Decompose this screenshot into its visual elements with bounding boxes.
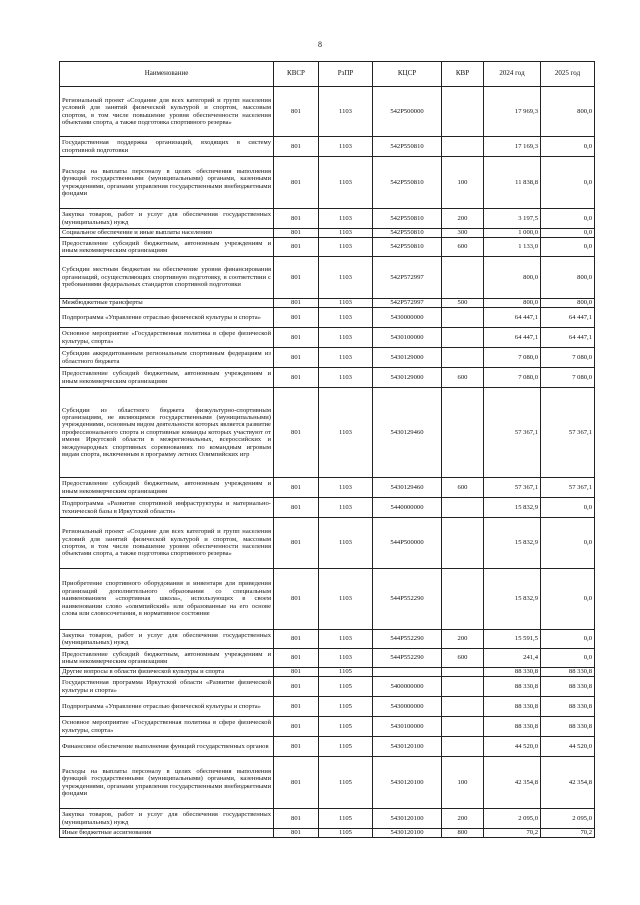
cell-rzpr: 1105 [319,809,373,829]
cell-2025: 800,0 [541,299,595,308]
cell-2024: 7 080,0 [484,368,541,388]
cell-kvsr: 801 [274,257,319,299]
cell-name: Субсидии из областного бюджета физкультурно-спортивным организациям, не являющимся государственными (муниципальными) учреждениями, основным видом деятельности которых является развитие профессионального спорта и спортивные команды которых участвуют от имени Иркутской области в межрегиональных, всероссийских и международных спортивных соревнованиях по командным игровым видам спорта, включенным в программу летних Олимпийских игр [60,388,274,478]
cell-kvr [442,257,484,299]
cell-2024: 42 354,8 [484,757,541,809]
table-row [60,229,595,238]
cell-rzpr: 1103 [319,238,373,257]
table-row [60,238,595,257]
cell-kvsr: 801 [274,209,319,229]
cell-rzpr: 1105 [319,717,373,737]
cell-name: Предоставление субсидий бюджетным, автономным учреждениям и иным некоммерческим организациям [60,478,274,498]
cell-name: Финансовое обеспечение выполнения функций государственных органов [60,737,274,757]
cell-kvr [442,677,484,697]
cell-kcsr: 542P572997 [373,257,442,299]
cell-rzpr: 1105 [319,757,373,809]
table-row [60,649,595,668]
cell-2024: 17 169,3 [484,137,541,157]
cell-kvr [442,498,484,518]
cell-kcsr: 5430120100 [373,737,442,757]
cell-kvsr: 801 [274,388,319,478]
table-row [60,809,595,829]
cell-kvr: 600 [442,238,484,257]
cell-name: Закупка товаров, работ и услуг для обеспечения государственных (муниципальных) нужд [60,809,274,829]
cell-kcsr: 5430000000 [373,697,442,717]
cell-rzpr: 1103 [319,209,373,229]
cell-kcsr: 544P552290 [373,649,442,668]
cell-kvsr: 801 [274,677,319,697]
cell-kvr: 200 [442,630,484,649]
cell-rzpr: 1105 [319,737,373,757]
table-row [60,308,595,328]
cell-2025: 0,0 [541,649,595,668]
cell-2025: 0,0 [541,229,595,238]
cell-name: Государственная программа Иркутской области «Развитие физической культуры и спорта» [60,677,274,697]
cell-rzpr: 1105 [319,697,373,717]
cell-2025: 800,0 [541,257,595,299]
cell-kvsr: 801 [274,137,319,157]
cell-name: Расходы на выплаты персоналу в целях обеспечения выполнения функций государственными (муниципальными) органами, казенными учреждениями, органами управления государственными внебюджетными фондами [60,757,274,809]
cell-rzpr: 1103 [319,498,373,518]
cell-kvr [442,388,484,478]
cell-name: Субсидии аккредитованным региональным спортивным федерациям из областного бюджета [60,348,274,368]
cell-2024: 70,2 [484,829,541,838]
cell-rzpr: 1103 [319,157,373,209]
cell-kvr [442,137,484,157]
cell-2024: 2 095,0 [484,809,541,829]
cell-kvr [442,348,484,368]
cell-rzpr: 1103 [319,257,373,299]
cell-2024: 88 330,8 [484,697,541,717]
cell-kvr: 300 [442,229,484,238]
cell-name: Закупка товаров, работ и услуг для обеспечения государственных (муниципальных) нужд [60,630,274,649]
cell-name: Межбюджетные трансферты [60,299,274,308]
cell-rzpr: 1103 [319,137,373,157]
cell-2025: 0,0 [541,137,595,157]
cell-kcsr: 542P572997 [373,299,442,308]
cell-kvsr: 801 [274,630,319,649]
cell-2025: 0,0 [541,630,595,649]
table-row [60,299,595,308]
cell-kvsr: 801 [274,478,319,498]
cell-kcsr: 5430129460 [373,388,442,478]
cell-kvr: 500 [442,299,484,308]
cell-kvr [442,308,484,328]
cell-kcsr: 5430100000 [373,717,442,737]
cell-2024: 800,0 [484,299,541,308]
table-row [60,87,595,137]
table-row [60,829,595,838]
cell-name: Региональный проект «Создание для всех категорий и групп населения условий для занятий физической культурой и спортом, массовым спортом, в том числе повышение уровня обеспеченности населения объектами спорта, а также подготовка спортивного резерва» [60,87,274,137]
cell-kcsr: 542P550810 [373,157,442,209]
cell-rzpr: 1105 [319,829,373,838]
table-row [60,498,595,518]
cell-2024: 15 832,9 [484,518,541,569]
table-row [60,328,595,348]
column-header-kvsr: КВСР [274,62,319,87]
table-row [60,569,595,630]
cell-kvsr: 801 [274,697,319,717]
cell-kcsr: 544P552290 [373,569,442,630]
cell-kvsr: 801 [274,737,319,757]
column-header-2024: 2024 год [484,62,541,87]
cell-kvr: 100 [442,757,484,809]
cell-name: Подпрограмма «Управление отраслью физической культуры и спорта» [60,697,274,717]
cell-2024: 88 330,8 [484,677,541,697]
table-row [60,737,595,757]
cell-2024: 3 197,5 [484,209,541,229]
table-row [60,348,595,368]
cell-name: Предоставление субсидий бюджетным, автономным учреждениям и иным некоммерческим организациям [60,649,274,668]
cell-kcsr: 5430120100 [373,809,442,829]
cell-2024: 241,4 [484,649,541,668]
table-header-row [60,62,595,87]
cell-2025: 88 330,8 [541,677,595,697]
table-row [60,757,595,809]
cell-2024: 57 367,1 [484,388,541,478]
budget-table [59,61,595,838]
table-row [60,677,595,697]
cell-kvsr: 801 [274,518,319,569]
cell-name: Расходы на выплаты персоналу в целях обеспечения выполнения функций государственными (муниципальными) органами, казенными учреждениями, органами управления государственными внебюджетными фондами [60,157,274,209]
cell-name: Субсидии местным бюджетам на обеспечение уровня финансирования организаций, осуществляющих спортивную подготовку, в соответствии с требованиями федеральных стандартов спортивной подготовки [60,257,274,299]
cell-name: Региональный проект «Создание для всех категорий и групп населения условий для занятий физической культурой и спортом, массовым спортом, в том числе повышение уровня обеспеченности населения объектами спорта, а также подготовка спортивного резерва» [60,518,274,569]
cell-kvr [442,717,484,737]
table-row [60,478,595,498]
cell-kvsr: 801 [274,87,319,137]
cell-name: Закупка товаров, работ и услуг для обеспечения государственных (муниципальных) нужд [60,209,274,229]
cell-rzpr: 1105 [319,677,373,697]
column-header-kcsr: КЦСР [373,62,442,87]
cell-2024: 11 838,8 [484,157,541,209]
cell-2024: 1 133,0 [484,238,541,257]
cell-rzpr: 1103 [319,299,373,308]
cell-2024: 7 080,0 [484,348,541,368]
table-row [60,388,595,478]
cell-2025: 0,0 [541,518,595,569]
cell-2025: 88 330,8 [541,697,595,717]
cell-kvsr: 801 [274,717,319,737]
cell-name: Предоставление субсидий бюджетным, автономным учреждениям и иным некоммерческим организациям [60,368,274,388]
cell-kcsr: 5430120100 [373,829,442,838]
cell-kvr: 200 [442,809,484,829]
cell-rzpr: 1103 [319,569,373,630]
cell-kcsr: 5430129460 [373,478,442,498]
cell-2024: 15 832,9 [484,498,541,518]
cell-2025: 88 330,8 [541,717,595,737]
cell-2025: 0,0 [541,498,595,518]
cell-name: Социальное обеспечение и иные выплаты населению [60,229,274,238]
cell-rzpr: 1103 [319,348,373,368]
cell-kvsr: 801 [274,757,319,809]
cell-kcsr: 5430129000 [373,348,442,368]
cell-rzpr: 1103 [319,630,373,649]
cell-kvsr: 801 [274,348,319,368]
table-row [60,137,595,157]
cell-kvsr: 801 [274,229,319,238]
cell-kcsr: 5430129000 [373,368,442,388]
cell-name: Основное мероприятие «Государственная политика в сфере физической культуры, спорта» [60,328,274,348]
cell-2025: 57 367,1 [541,478,595,498]
cell-2024: 64 447,1 [484,328,541,348]
cell-2024: 57 367,1 [484,478,541,498]
table-body [60,87,595,838]
cell-kcsr [373,668,442,677]
column-header-2025: 2025 год [541,62,595,87]
table-row [60,518,595,569]
column-header-kvr: КВР [442,62,484,87]
cell-name: Подпрограмма «Управление отраслью физической культуры и спорта» [60,308,274,328]
cell-kvsr: 801 [274,649,319,668]
cell-kvr: 600 [442,649,484,668]
cell-kcsr: 5400000000 [373,677,442,697]
table-row [60,717,595,737]
cell-rzpr: 1103 [319,308,373,328]
cell-kvr [442,87,484,137]
cell-kvsr: 801 [274,157,319,209]
cell-name: Иные бюджетные ассигнования [60,829,274,838]
cell-name: Государственная поддержка организаций, входящих в систему спортивной подготовки [60,137,274,157]
column-header-name: Наименование [60,62,274,87]
cell-kcsr: 5430120100 [373,757,442,809]
cell-2024: 15 591,5 [484,630,541,649]
cell-kvsr: 801 [274,328,319,348]
cell-2025: 64 447,1 [541,328,595,348]
table-row [60,209,595,229]
cell-kvr: 800 [442,829,484,838]
cell-kvsr: 801 [274,809,319,829]
table-row [60,157,595,209]
cell-kcsr: 542P550810 [373,137,442,157]
cell-name: Другие вопросы в области физической культуры и спорта [60,668,274,677]
cell-name: Подпрограмма «Развитие спортивной инфраструктуры и материально- технической базы в Иркутской области» [60,498,274,518]
cell-name: Предоставление субсидий бюджетным, автономным учреждениям и иным некоммерческим организациям [60,238,274,257]
table-row [60,257,595,299]
cell-2025: 64 447,1 [541,308,595,328]
cell-kvr: 200 [442,209,484,229]
cell-name: Приобретение спортивного оборудования и инвентаря для приведения организаций дополнительного образования со специальным наименованием «спортивная школа», использующих в своем наименовании слово «олимпийский» или образованные на его основе слова или словосочетания, в нормативное состояние [60,569,274,630]
cell-rzpr: 1103 [319,478,373,498]
cell-kvsr: 801 [274,829,319,838]
table-row [60,368,595,388]
cell-kcsr: 5430100000 [373,328,442,348]
cell-2025: 7 080,0 [541,368,595,388]
cell-kvsr: 801 [274,569,319,630]
cell-rzpr: 1105 [319,668,373,677]
cell-2025: 44 520,0 [541,737,595,757]
cell-rzpr: 1103 [319,388,373,478]
cell-2024: 88 330,8 [484,668,541,677]
cell-kvr [442,737,484,757]
cell-kcsr: 544P500000 [373,518,442,569]
cell-kcsr: 5430000000 [373,308,442,328]
cell-kvr [442,668,484,677]
cell-name: Основное мероприятие «Государственная политика в сфере физической культуры, спорта» [60,717,274,737]
cell-2025: 70,2 [541,829,595,838]
cell-kvsr: 801 [274,238,319,257]
cell-kvsr: 801 [274,299,319,308]
cell-kcsr: 5440000000 [373,498,442,518]
cell-kcsr: 544P552290 [373,630,442,649]
cell-2025: 0,0 [541,238,595,257]
cell-rzpr: 1103 [319,649,373,668]
cell-2024: 64 447,1 [484,308,541,328]
column-header-rzpr: РзПР [319,62,373,87]
cell-2024: 17 969,3 [484,87,541,137]
cell-kvr: 100 [442,157,484,209]
cell-kvsr: 801 [274,368,319,388]
cell-rzpr: 1103 [319,87,373,137]
cell-2024: 44 520,0 [484,737,541,757]
cell-2024: 800,0 [484,257,541,299]
cell-2025: 7 080,0 [541,348,595,368]
cell-2025: 88 330,8 [541,668,595,677]
table-row [60,630,595,649]
cell-2025: 800,0 [541,87,595,137]
cell-kvr [442,518,484,569]
cell-kvr [442,328,484,348]
cell-kcsr: 542P550810 [373,209,442,229]
cell-2025: 0,0 [541,569,595,630]
cell-2024: 15 832,9 [484,569,541,630]
table-row [60,668,595,677]
cell-2025: 42 354,8 [541,757,595,809]
cell-kvr: 600 [442,368,484,388]
page-number: 8 [318,40,322,49]
cell-kvr [442,697,484,717]
cell-kvr [442,569,484,630]
cell-2025: 57 367,1 [541,388,595,478]
cell-2024: 1 000,0 [484,229,541,238]
cell-rzpr: 1103 [319,368,373,388]
cell-rzpr: 1103 [319,229,373,238]
cell-2025: 0,0 [541,157,595,209]
cell-rzpr: 1103 [319,518,373,569]
table-row [60,697,595,717]
cell-kcsr: 542P550810 [373,238,442,257]
cell-kvsr: 801 [274,668,319,677]
cell-kcsr: 542P500000 [373,87,442,137]
cell-kvr: 600 [442,478,484,498]
cell-kvsr: 801 [274,308,319,328]
cell-2024: 88 330,8 [484,717,541,737]
cell-kvsr: 801 [274,498,319,518]
cell-2025: 0,0 [541,209,595,229]
cell-kcsr: 542P550810 [373,229,442,238]
cell-rzpr: 1103 [319,328,373,348]
cell-2025: 2 095,0 [541,809,595,829]
